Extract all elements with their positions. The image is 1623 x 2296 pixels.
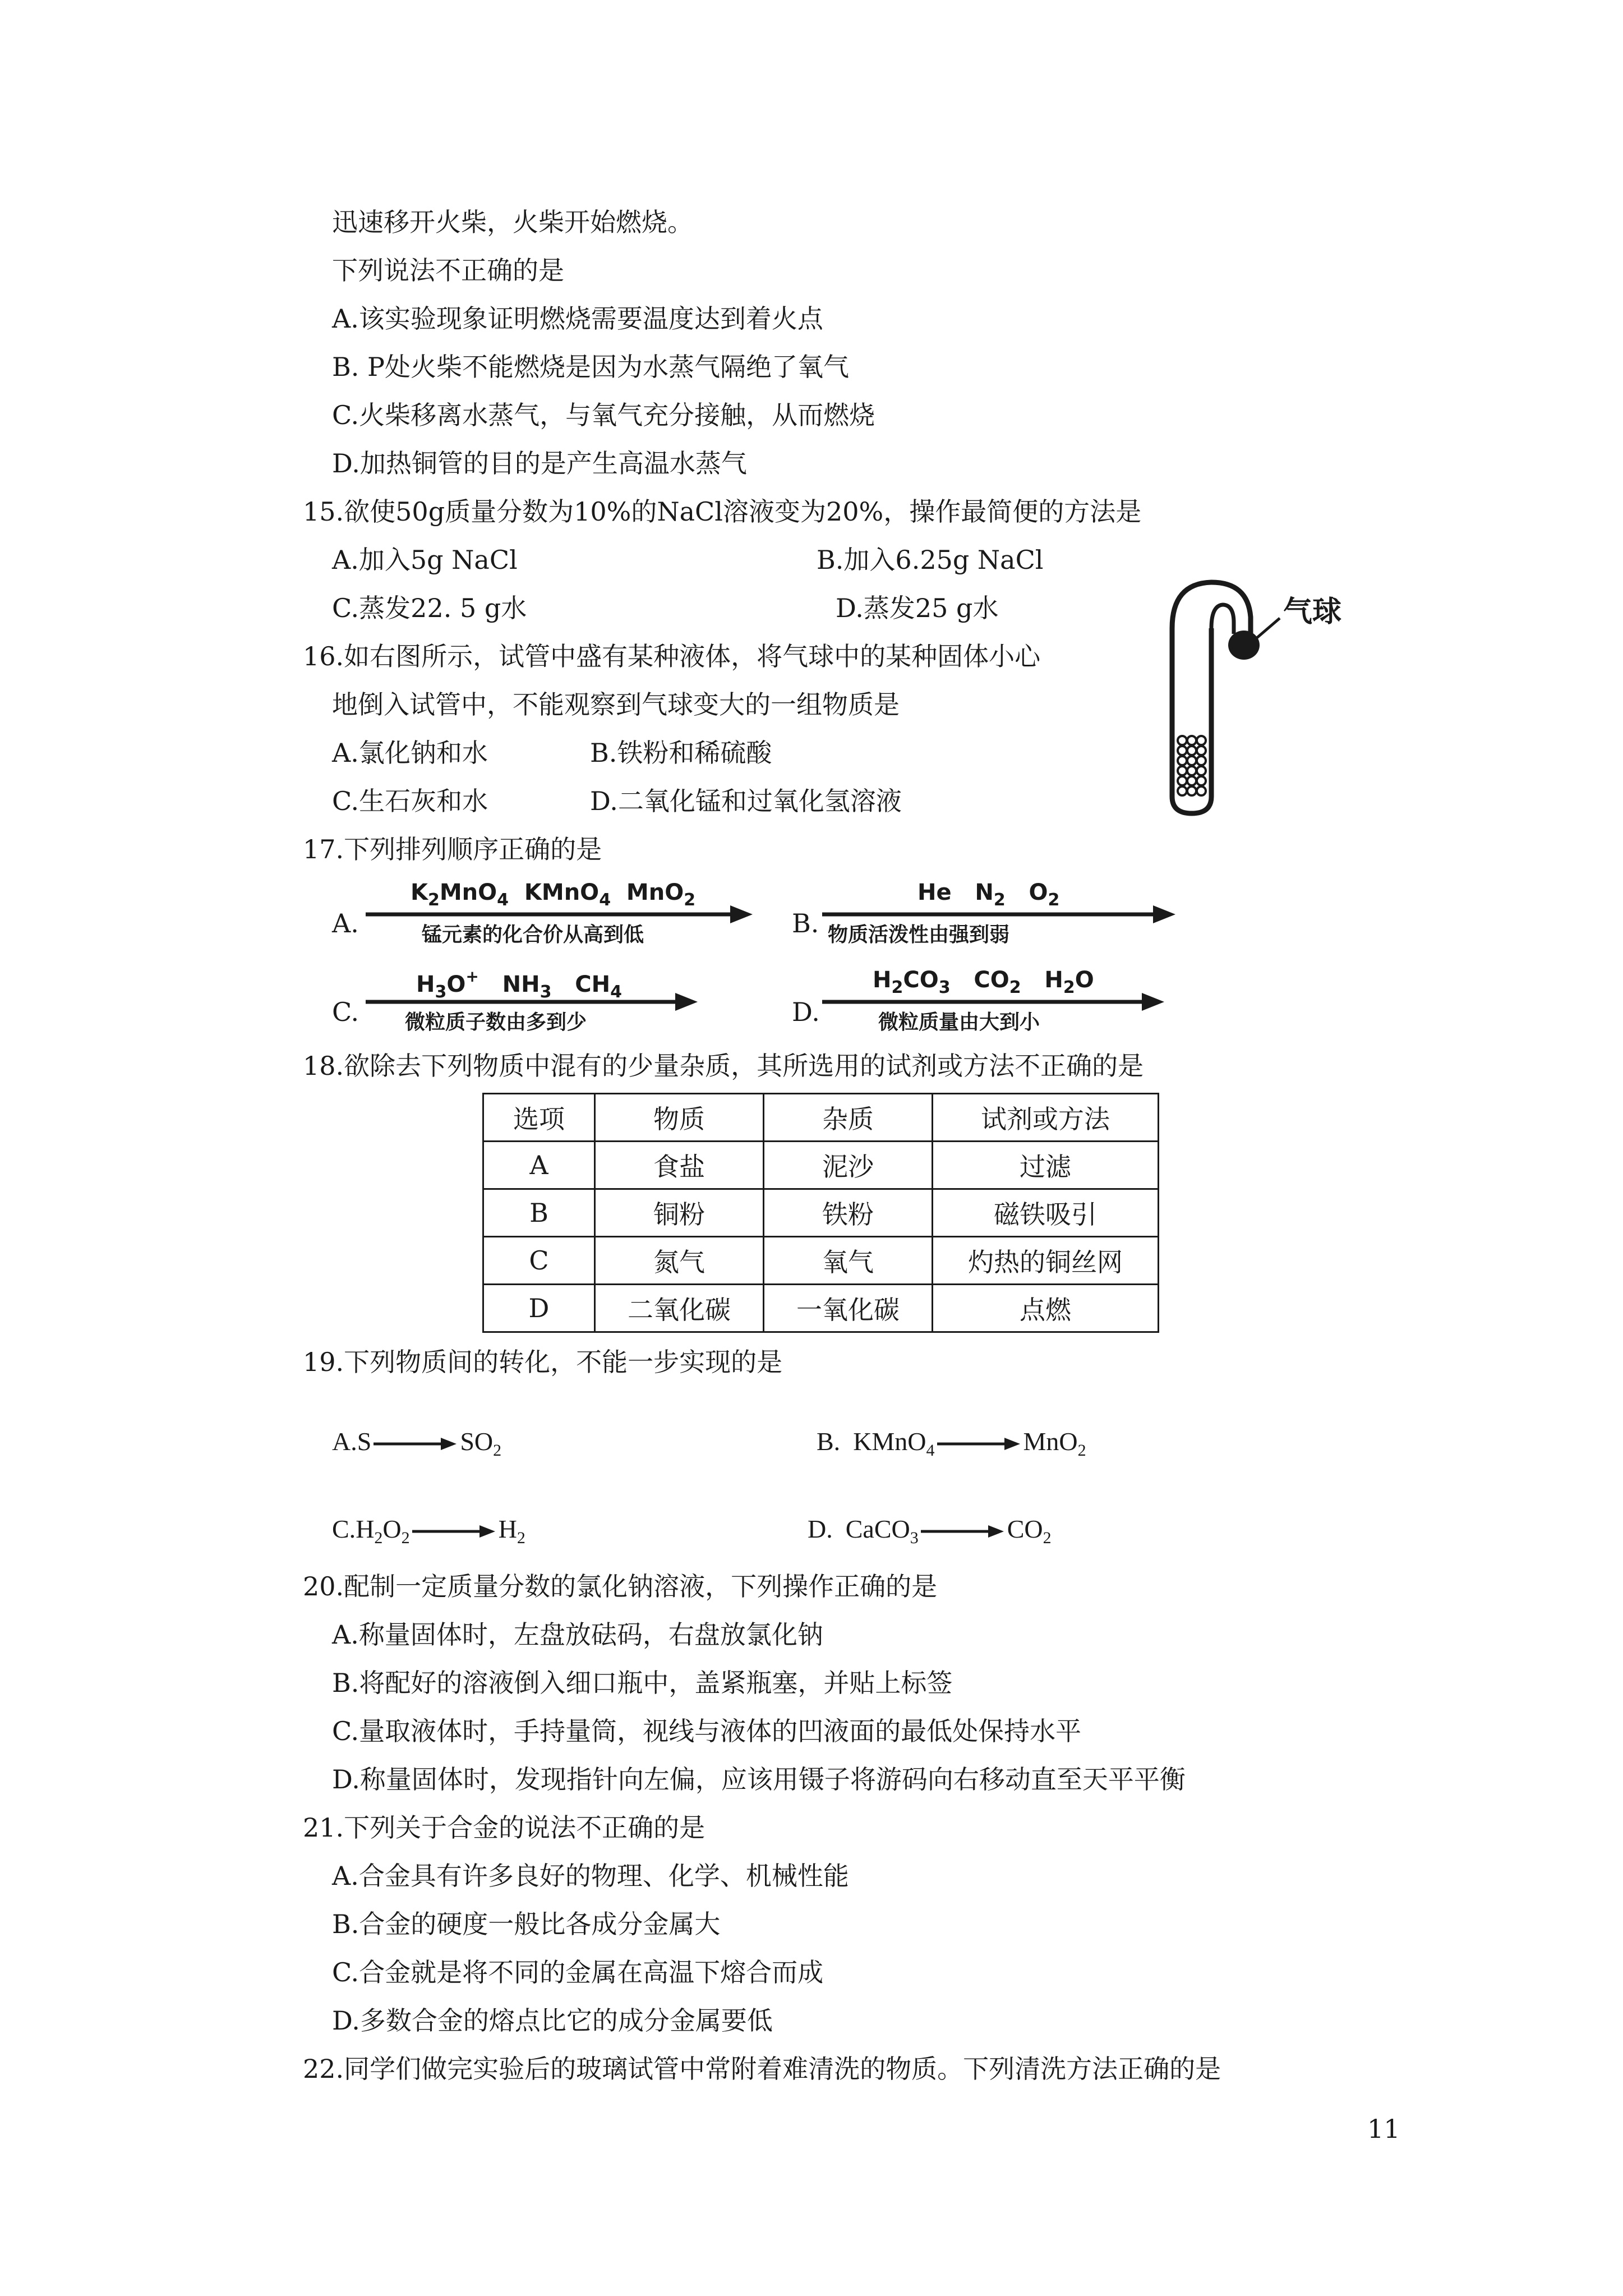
q14-option-c: C.火柴移离水蒸气，与氧气充分接触，从而燃烧 bbox=[332, 400, 875, 430]
q17-b-items: He $N_2$ $O_2$ bbox=[917, 880, 1060, 910]
table-header-cell: 杂质 bbox=[764, 1094, 933, 1142]
table-cell: 二氧化碳 bbox=[595, 1285, 764, 1332]
table-row bbox=[483, 1189, 1159, 1237]
table-row bbox=[483, 1285, 1159, 1332]
table-cell: 氧气 bbox=[764, 1237, 933, 1285]
q16-option-b: B.铁粉和稀硫酸 bbox=[590, 738, 772, 768]
q16-option-d: D.二氧化锰和过氧化氢溶液 bbox=[590, 786, 902, 816]
q21-stem: 21.下列关于合金的说法不正确的是 bbox=[303, 1812, 706, 1843]
page-number: 11 bbox=[1367, 2114, 1400, 2144]
q17-b-caption: 物质活泼性由强到弱 bbox=[828, 923, 1010, 946]
table-row bbox=[483, 1237, 1159, 1285]
q15-stem: 15.欲使50g质量分数为10%的NaCl溶液变为20%，操作最简便的方法是 bbox=[303, 496, 1142, 527]
q15-option-d: D.蒸发25 g水 bbox=[836, 593, 999, 623]
q17-a-items: $K_2MnO_4$ KMnO$_4$ MnO$_2$ bbox=[411, 880, 696, 910]
q19-option-a bbox=[332, 1425, 501, 1467]
q19-d-to: $CO_2$ bbox=[1007, 1515, 1052, 1547]
q17-c-items: $H_3O^+$ $NH_3$ $CH_4$ bbox=[416, 967, 622, 1002]
q14-option-b: B. P处火柴不能燃烧是因为水蒸气隔绝了氧气 bbox=[332, 352, 849, 382]
q17-option-d-letter: D. bbox=[792, 997, 820, 1027]
q19-a-to: $SO_2$ bbox=[460, 1427, 502, 1460]
q17-option-c-letter: C. bbox=[332, 997, 359, 1027]
q19-a-letter: A. bbox=[332, 1427, 357, 1456]
q19-stem: 19.下列物质间的转化，不能一步实现的是 bbox=[303, 1347, 783, 1377]
q15-option-a: A.加入5g NaCl bbox=[332, 545, 518, 575]
q14-stem: 下列说法不正确的是 bbox=[332, 255, 564, 286]
q20-option-d: D.称量固体时，发现指针向左偏，应该用镊子将游码向右移动直至天平平衡 bbox=[332, 1764, 1186, 1795]
q21-option-b: B.合金的硬度一般比各成分金属大 bbox=[332, 1909, 721, 1939]
table-cell: 过滤 bbox=[933, 1142, 1159, 1189]
q15-option-b: B.加入6.25g NaCl bbox=[817, 545, 1044, 575]
q14-continuation: 迅速移开火柴，火柴开始燃烧。 bbox=[332, 207, 693, 237]
q14-option-d: D.加热铜管的目的是产生高温水蒸气 bbox=[332, 448, 747, 478]
q18-table bbox=[482, 1093, 1159, 1333]
q17-stem: 17.下列排列顺序正确的是 bbox=[303, 834, 602, 864]
reaction-arrow-icon bbox=[374, 1435, 458, 1452]
table-cell: A bbox=[483, 1142, 595, 1189]
q17-option-b-letter: B. bbox=[792, 908, 819, 938]
table-cell: 食盐 bbox=[595, 1142, 764, 1189]
q17-option-d-arrow bbox=[822, 966, 1170, 1039]
q17-option-c-arrow bbox=[366, 966, 702, 1039]
test-tube-balloon-figure bbox=[1150, 572, 1363, 819]
table-cell: 磁铁吸引 bbox=[933, 1189, 1159, 1237]
q19-a-from: S bbox=[357, 1427, 372, 1456]
q17-a-caption: 锰元素的化合价从高到低 bbox=[422, 923, 644, 946]
q21-option-a: A.合金具有许多良好的物理、化学、机械性能 bbox=[332, 1861, 849, 1891]
q17-option-a-arrow bbox=[366, 878, 758, 951]
table-cell: C bbox=[483, 1237, 595, 1285]
q20-option-a: A.称量固体时，左盘放砝码，右盘放氯化钠 bbox=[332, 1619, 823, 1650]
q20-option-b: B.将配好的溶液倒入细口瓶中，盖紧瓶塞，并贴上标签 bbox=[332, 1668, 953, 1698]
table-header-row bbox=[483, 1094, 1159, 1142]
table-cell: B bbox=[483, 1189, 595, 1237]
q22-stem: 22.同学们做完实验后的玻璃试管中常附着难清洗的物质。下列清洗方法正确的是 bbox=[303, 2054, 1221, 2084]
q18-stem: 18.欲除去下列物质中混有的少量杂质，其所选用的试剂或方法不正确的是 bbox=[303, 1051, 1144, 1081]
reaction-arrow-icon bbox=[412, 1523, 496, 1540]
q20-stem: 20.配制一定质量分数的氯化钠溶液，下列操作正确的是 bbox=[303, 1571, 938, 1602]
q17-c-caption: 微粒质子数由多到少 bbox=[405, 1011, 587, 1034]
q14-option-a: A.该实验现象证明燃烧需要温度达到着火点 bbox=[332, 303, 823, 334]
q15-option-c: C.蒸发22. 5 g水 bbox=[332, 593, 527, 623]
q17-d-items: $H_2CO_3$ $CO_2$ $H_2O$ bbox=[873, 967, 1094, 997]
q19-c-from: $H_2O_2$ bbox=[356, 1515, 410, 1547]
q19-c-letter: C. bbox=[332, 1515, 356, 1543]
q19-option-b bbox=[817, 1425, 1086, 1467]
table-header-cell: 试剂或方法 bbox=[933, 1094, 1159, 1142]
q19-option-d bbox=[808, 1512, 1052, 1555]
q20-option-c: C.量取液体时，手持量筒，视线与液体的凹液面的最低处保持水平 bbox=[332, 1716, 1082, 1746]
q17-d-caption: 微粒质量由大到小 bbox=[878, 1011, 1040, 1034]
q19-b-letter: B. bbox=[817, 1427, 841, 1456]
q17-option-b-arrow bbox=[822, 878, 1181, 951]
reaction-arrow-icon bbox=[937, 1435, 1021, 1452]
q16-option-c: C.生石灰和水 bbox=[332, 786, 488, 816]
table-cell: 铁粉 bbox=[764, 1189, 933, 1237]
q19-b-from: KMnO$_4$ bbox=[853, 1427, 935, 1460]
table-cell: 点燃 bbox=[933, 1285, 1159, 1332]
table-cell: 一氧化碳 bbox=[764, 1285, 933, 1332]
table-cell: D bbox=[483, 1285, 595, 1332]
q16-stem-line2: 地倒入试管中，不能观察到气球变大的一组物质是 bbox=[332, 689, 900, 720]
q19-b-to: MnO$_2$ bbox=[1023, 1427, 1086, 1460]
q19-option-c bbox=[332, 1512, 525, 1555]
reaction-arrow-icon bbox=[921, 1523, 1005, 1540]
table-cell: 氮气 bbox=[595, 1237, 764, 1285]
table-cell: 泥沙 bbox=[764, 1142, 933, 1189]
q21-option-d: D.多数合金的熔点比它的成分金属要低 bbox=[332, 2005, 773, 2036]
q17-option-a-letter: A. bbox=[332, 908, 359, 938]
table-header-cell: 物质 bbox=[595, 1094, 764, 1142]
balloon-label: 气球 bbox=[1283, 595, 1342, 629]
table-row bbox=[483, 1142, 1159, 1189]
q16-stem-line1: 16.如右图所示，试管中盛有某种液体，将气球中的某种固体小心 bbox=[303, 641, 1041, 671]
table-cell: 灼热的铜丝网 bbox=[933, 1237, 1159, 1285]
q19-c-to: $H_2$ bbox=[498, 1515, 525, 1547]
q19-d-letter: D. bbox=[808, 1515, 833, 1543]
table-header-cell: 选项 bbox=[483, 1094, 595, 1142]
q16-option-a: A.氯化钠和水 bbox=[332, 738, 488, 768]
q21-option-c: C.合金就是将不同的金属在高温下熔合而成 bbox=[332, 1957, 824, 1987]
table-cell: 铜粉 bbox=[595, 1189, 764, 1237]
q19-d-from: CaCO$_3$ bbox=[845, 1515, 919, 1547]
